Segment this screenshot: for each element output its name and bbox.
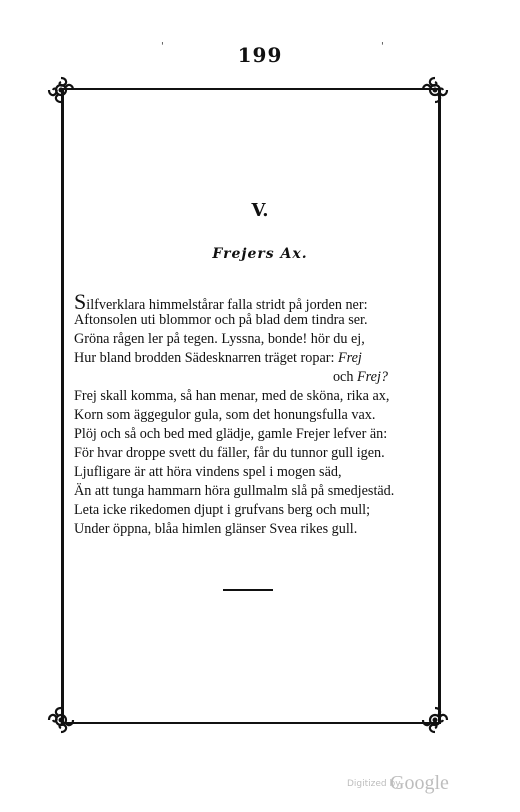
poem-italic-word: Frej	[337, 350, 362, 366]
poem-line: Ljufligare är att höra vindens spel i mogen säd,	[74, 464, 342, 480]
corner-ornament-icon	[46, 705, 76, 735]
corner-ornament-icon	[420, 705, 450, 735]
poem-line: Plöj och så och bed med glädje, gamle Frejer lefver än:	[74, 426, 388, 442]
page-number: 199	[237, 43, 283, 67]
poem-line-text: Hur bland brodden Sädesknarren träget ropar:	[74, 350, 335, 366]
poem-line: Frej skall komma, så han menar, med de sköna, rika ax,	[74, 388, 390, 404]
poem-line: Korn som äggegulor gula, som det honungsfulla vax.	[74, 407, 376, 423]
section-divider	[223, 589, 273, 591]
digitized-by-label: Digitized by	[347, 779, 401, 789]
poem-line: Leta icke rikedomen djupt i grufvans berg och mull;	[74, 502, 371, 518]
section-numeral: V.	[251, 200, 269, 221]
stray-mark-right: '	[381, 41, 384, 52]
google-watermark: Google	[390, 772, 449, 794]
poem-line: Under öppna, blåa himlen glänser Svea rikes gull.	[74, 521, 358, 537]
poem-line: Silfverklara himmelstårar falla stridt på jorden ner:	[74, 289, 368, 314]
poem-line: Än att tunga hammarn höra gullmalm slå på smedjestäd.	[74, 483, 395, 499]
poem-line: För hvar droppe svett du fäller, får du tunnor gull igen.	[74, 445, 385, 461]
corner-ornament-icon	[46, 75, 76, 105]
poem-italic-word: Frej?	[357, 369, 388, 385]
poem-title: Frejers Ax.	[212, 246, 308, 262]
poem-body	[74, 289, 434, 539]
poem-line	[74, 349, 434, 368]
poem-line: Aftonsolen uti blommor och på blad dem tindra ser.	[74, 312, 368, 328]
stray-mark-left: '	[161, 41, 164, 52]
corner-ornament-icon	[420, 75, 450, 105]
poem-line	[74, 368, 434, 387]
poem-line-text: och	[332, 369, 354, 385]
poem-line: Gröna rågen ler på tegen. Lyssna, bonde! hör du ej,	[74, 331, 365, 347]
